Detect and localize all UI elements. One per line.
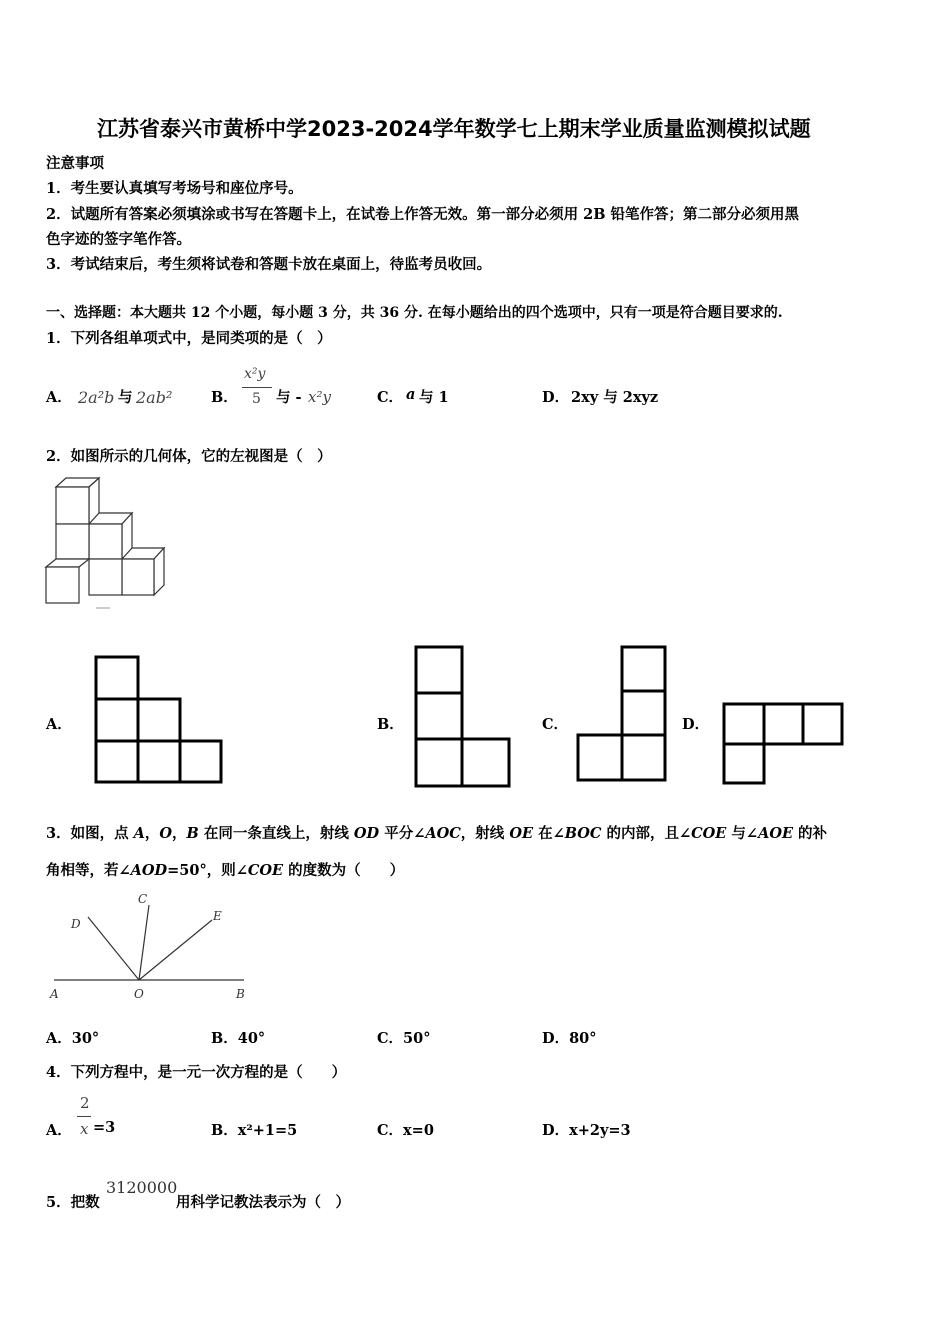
- notice-item: 1．考生要认真填写考场号和座位序号。: [46, 180, 303, 197]
- notice-item: 2．试题所有答案必须填涂或书写在答题卡上，在试卷上作答无效。第一部分必须用 2B 铅笔作答；第二部分必须用黑: [46, 206, 800, 223]
- q1-stem: 1．下列各组单项式中，是同类项的是（ ）: [46, 330, 332, 347]
- q1-option-d-text: 2xy 与 2xyz: [571, 389, 659, 406]
- q1-option-a-label: A．: [46, 389, 72, 406]
- q4-option-a-fraction-bar: [77, 1116, 91, 1117]
- q4-stem: 4．下列方程中，是一元一次方程的是（ ）: [46, 1064, 347, 1081]
- q2-solid-figure: [44, 475, 174, 610]
- q1-option-b-with: 与 -: [276, 389, 302, 406]
- page-title: 江苏省泰兴市黄桥中学2023-2024学年数学七上期末学业质量监测模拟试题: [97, 117, 811, 141]
- q3-angle-figure: [46, 890, 256, 1005]
- q5-number: 3120000: [106, 1178, 178, 1197]
- q4-option-a-rest: =3: [93, 1119, 116, 1136]
- q1-option-b-denominator: 5: [252, 391, 261, 407]
- q2-option-b-label: B．: [377, 716, 404, 733]
- q2-option-d-label: D．: [682, 716, 710, 733]
- q4-option-a-label: A．: [46, 1122, 72, 1139]
- q2-option-a-label: A．: [46, 716, 72, 733]
- q3-option-b: B．40°: [211, 1030, 266, 1047]
- q3-label-E: E: [213, 909, 222, 923]
- q2-stem: 2．如图所示的几何体，它的左视图是（ ）: [46, 448, 332, 465]
- section-heading: 一、选择题：本大题共 12 个小题，每小题 3 分，共 36 分. 在每小题给出的四个选项中，只有一项是符合题目要求的.: [46, 305, 783, 321]
- q3-option-c: C．50°: [377, 1030, 431, 1047]
- q1-option-b-expr2: x²y: [308, 388, 331, 406]
- q4-option-a-numerator: 2: [80, 1094, 90, 1112]
- q1-option-c-rest: 与 1: [419, 389, 449, 406]
- q4-option-b: B．x²+1=5: [211, 1122, 298, 1139]
- q3-label-O: O: [134, 987, 144, 1001]
- q1-option-b-label: B．: [211, 389, 238, 406]
- notice-heading: 注意事项: [46, 155, 104, 172]
- q3-label-D: D: [71, 917, 81, 931]
- notice-item: 3．考试结束后，考生须将试卷和答题卡放在桌面上，待监考员收回。: [46, 256, 492, 273]
- q1-option-b-numerator: x²y: [244, 366, 266, 382]
- q3-label-B: B: [236, 987, 245, 1001]
- q2-option-d-figure: [721, 701, 846, 786]
- q4-option-d: D．x+2y=3: [542, 1122, 631, 1139]
- q5-suffix: 用科学记教法表示为（ ）: [176, 1194, 350, 1211]
- q1-option-d-label: D．: [542, 389, 570, 406]
- q3-option-d: D．80°: [542, 1030, 597, 1047]
- q1-option-c-var: a: [406, 386, 416, 403]
- q2-option-c-figure: [575, 645, 670, 785]
- q4-option-a-denominator: x: [80, 1120, 89, 1138]
- q3-stem-line2: 角相等，若∠AOD=50°，则∠COE 的度数为（ ）: [46, 862, 405, 879]
- q2-option-b-figure: [413, 644, 513, 789]
- q5-prefix: 5．把数: [46, 1194, 100, 1211]
- q3-label-C: C: [138, 892, 148, 906]
- q2-option-c-label: C．: [542, 716, 569, 733]
- q1-option-c-label: C．: [377, 389, 404, 406]
- q1-option-a-expr2: 2ab²: [136, 388, 173, 407]
- q3-label-A: A: [50, 987, 59, 1001]
- q3-option-a: A．30°: [46, 1030, 100, 1047]
- q1-option-b-fraction-bar: [242, 387, 272, 388]
- q2-option-a-figure: [94, 655, 224, 785]
- q3-stem-line1: 3．如图，点 A，O，B 在同一条直线上，射线 OD 平分∠AOC，射线 OE 在∠BOC 的内部，且∠COE 与∠AOE 的补: [46, 825, 828, 842]
- q1-option-a-expr1: 2a²b: [78, 388, 115, 407]
- notice-item: 色字迹的签字笔作答。: [46, 231, 191, 248]
- q4-option-c: C．x=0: [377, 1122, 434, 1139]
- q1-option-a-with: 与: [118, 389, 133, 406]
